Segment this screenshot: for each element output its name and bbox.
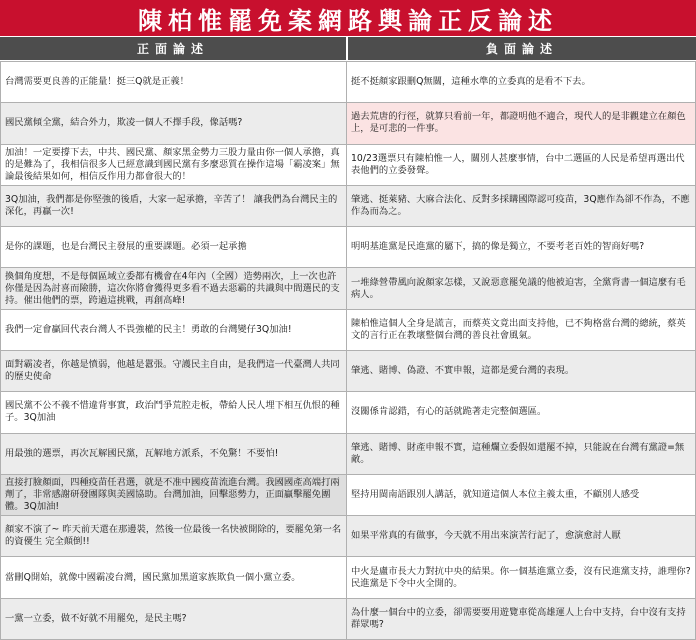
positive-cell: 台灣需要更良善的正能量！挺三Q就是正義！ [0,62,347,102]
positive-cell: 是你的課題，也是台灣民主發展的重要課題。必須一起承擔 [0,227,347,267]
page-title: 陳柏惟罷免案網路輿論正反論述 [0,0,696,36]
positive-column-header: 正面論述 [0,37,346,60]
positive-cell: 我們一定會贏回代表台灣人不畏強權的民主！勇敢的台灣變仔3Q加油! [0,310,347,350]
negative-cell: 一堆綠營帶風向說顏家怎樣，又說惡意罷免議的他被迫害，全黨背書一個這麼有毛病人。 [347,268,696,308]
positive-cell: 顏家不演了~ 昨天前天還在那邊裝，然後一位最後一名快被開除的，要罷免第一名的資優生 完全顛倒!! [0,516,347,556]
negative-cell: 肇逃、賭博、財產申報不實，這種爛立委假如還罷不掉，只能說在台灣有黨證=無敵。 [347,434,696,474]
negative-cell: 挺不挺顏家跟刪Q無關，這種水準的立委真的是看不下去。 [347,62,696,102]
negative-cell: 沒關係肯認錯，有心的話就跪著走完整個選區。 [347,392,696,432]
positive-cell: 國民黨不公不義不惜違背事實，政治鬥爭荒腔走板，帶給人民人埋下相互仇恨的種子。3Q加油 [0,392,347,432]
table-row [0,515,696,556]
table-row [0,226,696,267]
negative-cell: 為什麼一個台中的立委，卻需要要用遊覽車從高雄運人上台中支持，台中沒有支持群眾嗎? [347,599,696,639]
opinion-table [0,61,696,640]
table-row [0,598,696,640]
table-row [0,433,696,474]
negative-cell: 明明基進黨是民進黨的屬下，搞的像是獨立，不要考老百姓的智商好嗎? [347,227,696,267]
positive-cell: 3Q加油，我們都是你堅強的後盾，大家一起承擔，辛苦了！ 讓我們為台灣民主的深化，再贏一次! [0,186,347,226]
negative-cell: 肇逃、賭博、偽證、不實申報，這都是愛台灣的表現。 [347,351,696,391]
table-row [0,144,696,185]
positive-cell: 國民黨傾全黨，結合外力，欺凌一個人不擇手段，像話嗎? [0,103,347,143]
negative-cell: 中火是盧市長大力對抗中央的結果。你一個基進黨立委，沒有民進黨支持，誰理你? 民進黨是下令中火全開的。 [347,557,696,597]
table-row [0,309,696,350]
negative-column-header: 負面論述 [348,37,696,60]
negative-cell: 陳柏惟這個人全身是謊言，而蔡英文竟出面支持他，已不夠格當台灣的總統，蔡英文的言行正在教壞整個台灣的善良社會風氣。 [347,310,696,350]
table-row [0,391,696,432]
positive-cell: 一黨一立委，做不好就不用罷免，是民主嗎? [0,599,347,639]
table-row [0,556,696,597]
table-row [0,267,696,308]
negative-cell: 如果平常真的有做事，今天就不用出來演苦行記了，愈演愈討人厭 [347,516,696,556]
negative-cell: 堅持用閩南語跟別人講話，就知道這個人本位主義太重，不顧別人感受 [347,475,696,515]
table-header [0,37,696,60]
negative-cell: 肇逃、挺萊豬、大麻合法化、反對多採購國際認可疫苗，3Q應作為卻不作為，不應作為而為之。 [347,186,696,226]
table-row [0,102,696,143]
negative-cell: 10/23選票只有陳柏惟一人，關別人甚麼事情，台中二選區的人民是希望再選出代表他們的立委發聲。 [347,145,696,185]
table-row [0,185,696,226]
positive-cell: 直接打臉顏面，四種疫苗任君選，就是不准中國疫苗流進台灣。我國國產高端打兩劑了，非常感謝研發團隊與美國協助。台灣加油，回擊惡勢力，正面贏擊罷免團體。3Q加油! [0,475,347,515]
positive-cell: 加油！一定要撐下去，中共、國民黨、顏家黑金勢力三股力量由你一個人承擔，真的是難為了，我相信很多人已經意識到國民黨有多麼惡質在操作這場「霸凌案」無論最後結果如何，相信反作用力都會很大的！ [0,145,347,185]
negative-cell: 過去荒唐的行徑，就算只看前一年，都證明他不適合，現代人的是非觀建立在顏色上，是可悲的一件事。 [347,103,696,143]
positive-cell: 換個角度想，不是每個區域立委都有機會在4年內（全國）造勢兩次，上一次也許你僅是因為討喜而險勝，這次你將會獲得更多看不過去惡霸的共識與中間選民的支持。催出他們的票，跨過這挑戰，再創高峰! [0,268,347,308]
positive-cell: 用最強的選票，再次瓦解國民黨，瓦解地方派系，不免驚！不要怕! [0,434,347,474]
table-row [0,350,696,391]
positive-cell: 當刪Q開始，就像中國霸凌台灣，國民黨加黑道家族欺負一個小黨立委。 [0,557,347,597]
positive-cell: 面對霸凌者，你越是憤弱，他越是囂張。守護民主自由，是我們這一代臺灣人共同的歷史使命 [0,351,347,391]
table-row [0,474,696,515]
table-row [0,61,696,102]
